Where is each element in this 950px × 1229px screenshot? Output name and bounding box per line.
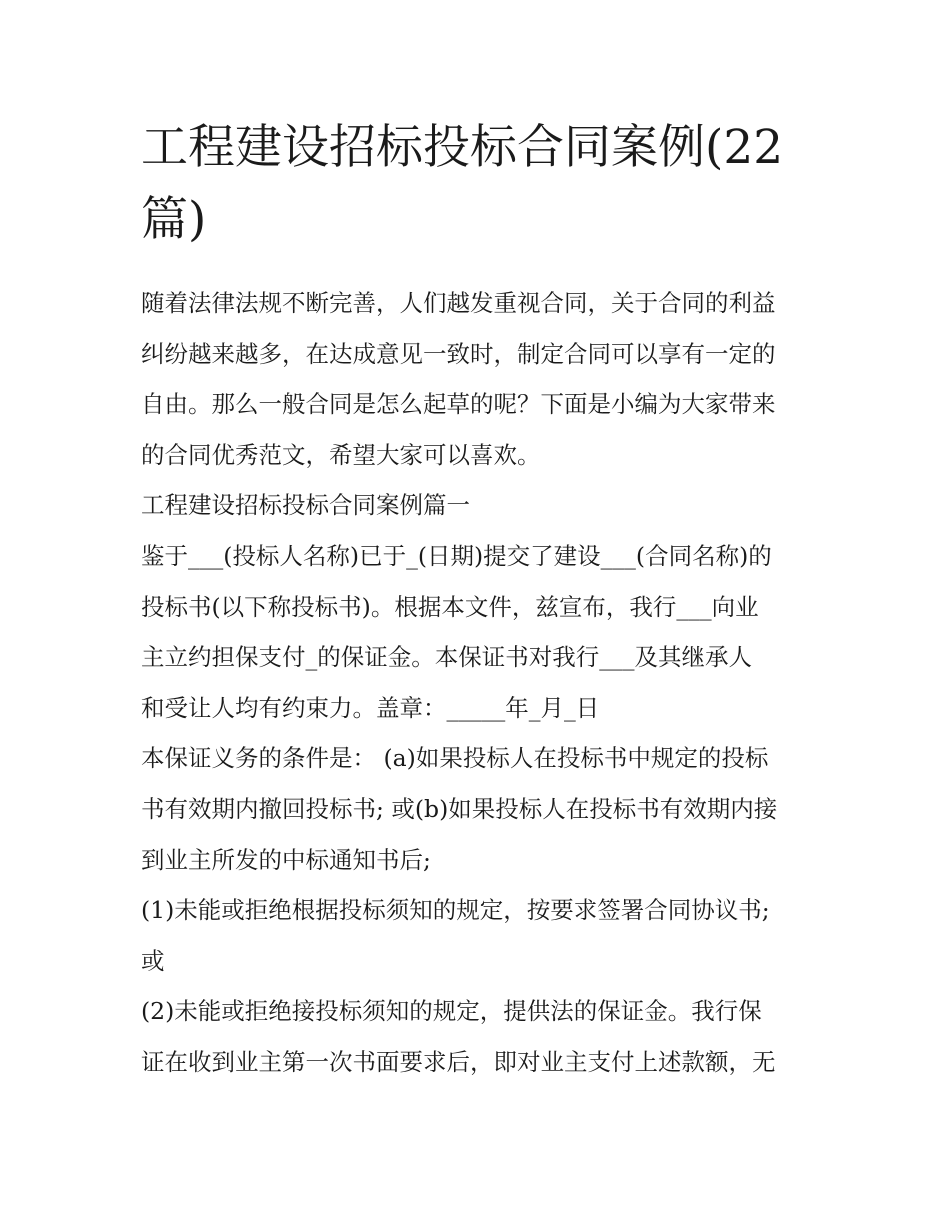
body-line: 和受让人均有约束力。盖章：_____年_月_日 <box>141 693 600 722</box>
body-line: (1)未能或拒绝根据投标须知的规定，按要求签署合同协议书; <box>141 896 770 925</box>
document-body <box>141 278 813 1088</box>
section-heading: 工程建设招标投标合同案例篇一 <box>141 491 470 520</box>
body-line: 或 <box>141 946 165 975</box>
body-line: 证在收到业主第一次书面要求后，即对业主支付上述款额，无 <box>141 1047 776 1076</box>
title-line-2: 篇) <box>141 192 207 247</box>
document-page <box>141 112 813 1088</box>
body-line: 鉴于___(投标人名称)已于_(日期)提交了建设___(合同名称)的 <box>141 541 772 570</box>
document-title <box>141 112 813 256</box>
body-line: 的合同优秀范文，希望大家可以喜欢。 <box>141 440 541 469</box>
body-line: 主立约担保支付_的保证金。本保证书对我行___及其继承人 <box>141 643 752 672</box>
title-line-1: 工程建设招标投标合同案例(22 <box>141 120 784 175</box>
body-line: 书有效期内撤回投标书; 或(b)如果投标人在投标书有效期内接 <box>141 794 778 823</box>
body-line: 到业主所发的中标通知书后; <box>141 845 431 874</box>
body-line: 投标书(以下称投标书)。根据本文件，兹宣布，我行___向业 <box>141 592 759 621</box>
body-line: 随着法律法规不断完善，人们越发重视合同，关于合同的利益 <box>141 289 776 317</box>
body-line: 纠纷越来越多，在达成意见一致时，制定合同可以享有一定的 <box>141 339 776 368</box>
body-line: (2)未能或拒绝接投标须知的规定，提供法的保证金。我行保 <box>141 997 762 1026</box>
body-line: 本保证义务的条件是： (a)如果投标人在投标书中规定的投标 <box>141 744 769 773</box>
body-line: 自由。那么一般合同是怎么起草的呢？下面是小编为大家带来 <box>141 390 776 419</box>
